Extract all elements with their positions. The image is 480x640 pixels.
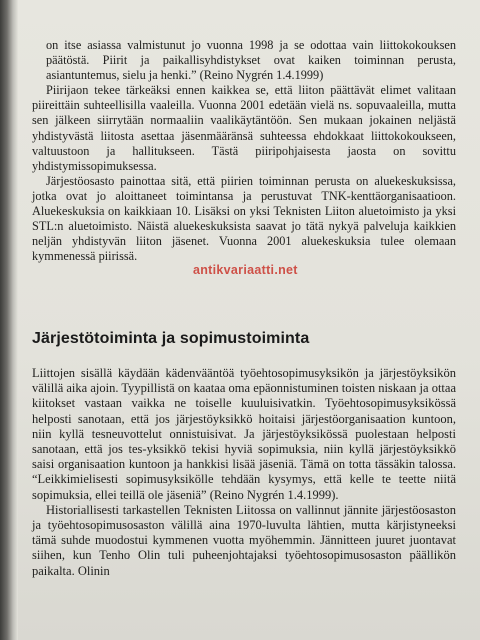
paragraph-history: Historiallisesti tarkastellen Teknisten Liitossa on vallinnut jännite järjestöosaston ja työehtosopimusosaston välillä aina 1970-luvulta lähtien, mutta kärjistyneeksi tämä suhde muodostui kymmenen vuotta myöhemmin. Jännitteen juuret juontavat siihen, kun Tenho Olin tuli puheenjohtajaksi työehtosopimusosaston päällikön paikalta. Olinin: [32, 502, 456, 578]
upper-text-block: [32, 38, 456, 264]
lower-text-block: [32, 366, 456, 579]
section-heading: Järjestötoiminta ja sopimustoiminta: [32, 330, 310, 347]
watermark: antikvariaatti.net: [193, 263, 298, 277]
book-page: [18, 0, 480, 640]
paragraph-regional-centres: Järjestöosasto painottaa sitä, että piirien toiminnan perusta on aluekeskuksissa, jotka ovat jo aloittaneet toimintansa ja perustuvat TNK-kenttäorganisaatioon. Aluekeskuksia on kaikkiaan 10. Lisäksi on yksi Teknisten Liiton aluetoimisto ja yksi STL:n aluetoimisto. Näistä aluekeskuksista saavat jo tätä nykyä palveluja kaikkien neljän yhdistyvän liiton jäsenet. Vuonna 2001 aluekeskuksia tulee olemaan kymmenessä piirissä.: [32, 173, 456, 264]
paragraph-tension: Liittojen sisällä käydään kädenvääntöä työehtosopimusyksikön ja järjestöyksikön välillä aika ajoin. Tyypillistä on kaataa oma epäonnistuminen toisten niskaan ja ottaa kiitokset vastaan vaikka ne toiselle kuuluisivatkin. Työehtosopimusyksikössä helposti sanotaan, että jos järjestöyksikkö hoitaisi järjestöorganisaation kuntoon, niin kyllä tesneuvottelut onnistuisivat. Ja järjestöyksikössä puolestaan helposti sanotaan, että jos tes-yksikkö tekisi hyviä sopimuksia, niin kyllä järjestöyksikkö saisi organisaation kuntoon ja hankkisi lisää jäseniä. Tämä on totta tässäkin talossa. “Leikkimielisesti sopimusyksikölle tehdään kysymys, että kelle te teette niitä sopimuksia, ellei teillä ole jäseniä” (Reino Nygrén 1.4.1999).: [32, 366, 456, 502]
paragraph-district-elections: Piirijaon tekee tärkeäksi ennen kaikkea se, että liiton päättävät elimet valitaan piireittäin suhteellisilla vaaleilla. Vuonna 2001 edetään vielä ns. sopuvaaleilla, mutta sen jälkeen siirrytään normaaliin vaalikäytäntöön. Sen mukaan jokainen neljästä yhdistyvästä liitosta asettaa jäsenmääränsä suhteessa ehdokkaat liittokokoukseen, valtuustoon ja hallitukseen. Tästä piiripohjaisesta jaosta on sovittu yhdistymissopimuksessa.: [32, 83, 456, 173]
paragraph-quote-end: on itse asiassa valmistunut jo vuonna 1998 ja se odottaa vain liittokokouksen päätöstä. Piirit ja paikallisyhdistykset ovat kaiken toiminnan perusta, asiantuntemus, sielu ja henki.” (Reino Nygrén 1.4.1999): [46, 38, 456, 83]
